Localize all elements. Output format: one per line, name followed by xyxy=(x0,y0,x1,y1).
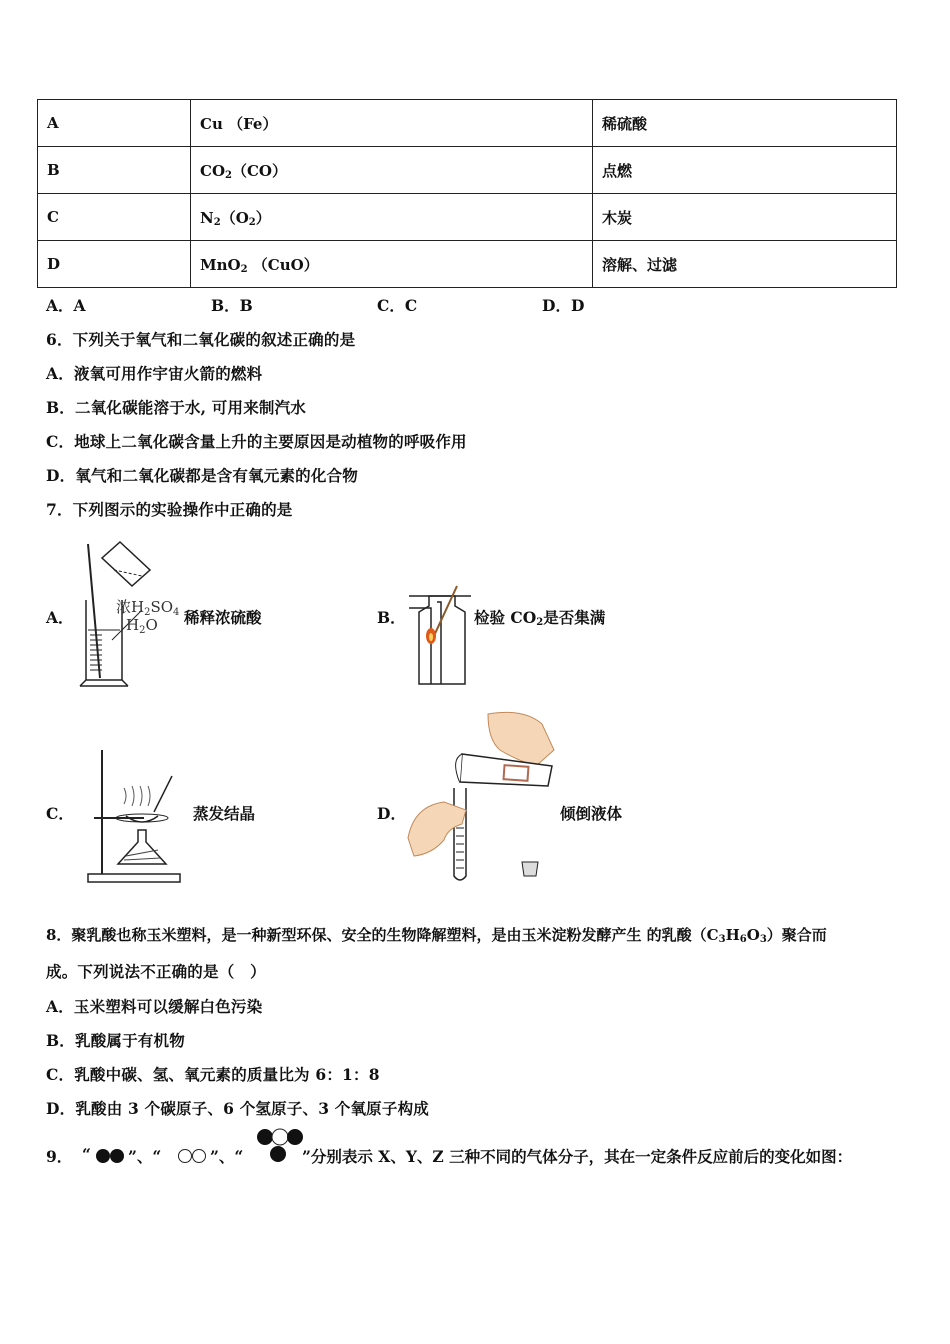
q5-option-d[interactable]: D．D xyxy=(542,296,585,315)
q6-option-d[interactable]: D．氧气和二氧化碳都是含有氧元素的化合物 xyxy=(46,466,358,485)
reagent-cell: 点燃 xyxy=(593,147,897,194)
q7-option-c-label[interactable]: C． xyxy=(46,804,74,823)
gas-bottle-figure xyxy=(405,582,471,690)
q9-number: 9． xyxy=(46,1147,73,1166)
substance-cell: MnO$_2$ （CuO） xyxy=(191,241,593,288)
substance-cell: $N_2(O_2)$ xyxy=(191,194,593,241)
molecule-y-icon xyxy=(176,1148,210,1164)
substance-cell: $CO_2(CO)$ xyxy=(191,147,593,194)
molecule-z-icon xyxy=(256,1128,304,1164)
q6-stem: 6．下列关于氧气和二氧化碳的叙述正确的是 xyxy=(46,330,356,349)
table-row xyxy=(38,194,897,241)
options-table xyxy=(37,99,897,288)
row-label: A xyxy=(38,100,191,147)
q7-stem: 7．下列图示的实验操作中正确的是 xyxy=(46,500,293,519)
q7-option-d-caption: 倾倒液体 xyxy=(560,804,623,823)
q8-stem-line2: 成。下列说法不正确的是（ ） xyxy=(46,962,266,981)
q6-option-a[interactable]: A．液氧可用作宇宙火箭的燃料 xyxy=(46,364,263,383)
table-row xyxy=(38,100,897,147)
q5-option-b[interactable]: B．B xyxy=(211,296,253,315)
row-label: D xyxy=(38,241,191,288)
q8-option-a[interactable]: A．玉米塑料可以缓解白色污染 xyxy=(46,997,263,1016)
q8-stem-line1: 8．聚乳酸也称玉米塑料，是一种新型环保、安全的生物降解塑料，是由玉米淀粉发酵产生 的乳酸$(C_3H_6O_3)$聚合而 xyxy=(46,926,827,945)
dilute-acid-figure xyxy=(72,540,182,690)
q7-option-b-label[interactable]: B． xyxy=(377,608,406,627)
table-row xyxy=(38,241,897,288)
substance-cell: Cu （Fe） xyxy=(191,100,593,147)
q9-sep-1: ”、“ xyxy=(128,1147,162,1166)
molecule-x-icon xyxy=(94,1148,128,1164)
q8-option-d[interactable]: D．乳酸由 3 个碳原子、6 个氢原子、3 个氧原子构成 xyxy=(46,1099,429,1118)
q9-sep-2: ”、“ xyxy=(210,1147,244,1166)
reagent-cell: 木炭 xyxy=(593,194,897,241)
evaporation-figure xyxy=(84,746,184,886)
reagent-cell: 溶解、过滤 xyxy=(593,241,897,288)
q9-quote-open: “ xyxy=(82,1145,91,1164)
q6-option-c[interactable]: C．地球上二氧化碳含量上升的主要原因是动植物的呼吸作用 xyxy=(46,432,467,451)
q7-option-a-caption: 稀释浓硫酸 xyxy=(184,608,262,627)
fig-label-conc-acid: 浓$H_2SO_4$ xyxy=(116,598,180,618)
q7-option-d-label[interactable]: D． xyxy=(377,804,406,823)
q6-option-b[interactable]: B．二氧化碳能溶于水, 可用来制汽水 xyxy=(46,398,306,417)
pour-liquid-figure xyxy=(404,710,554,886)
table-row xyxy=(38,147,897,194)
reagent-cell: 稀硫酸 xyxy=(593,100,897,147)
q8-option-b[interactable]: B．乳酸属于有机物 xyxy=(46,1031,185,1050)
q7-option-a-label[interactable]: A． xyxy=(46,608,74,627)
q8-option-c[interactable]: C．乳酸中碳、氢、氧元素的质量比为 6：1：8 xyxy=(46,1065,380,1084)
row-label: C xyxy=(38,194,191,241)
fig-label-water: $H_2O$ xyxy=(126,616,158,636)
q7-option-c-caption: 蒸发结晶 xyxy=(193,804,256,823)
q7-option-b-caption: 检验 $CO_2$是否集满 xyxy=(474,608,606,628)
q5-option-a[interactable]: A．A xyxy=(46,296,86,315)
row-label: B xyxy=(38,147,191,194)
q5-option-c[interactable]: C．C xyxy=(377,296,418,315)
q9-text: ”分别表示 X、Y、Z 三种不同的气体分子，其在一定条件反应前后的变化如图： xyxy=(302,1147,853,1166)
